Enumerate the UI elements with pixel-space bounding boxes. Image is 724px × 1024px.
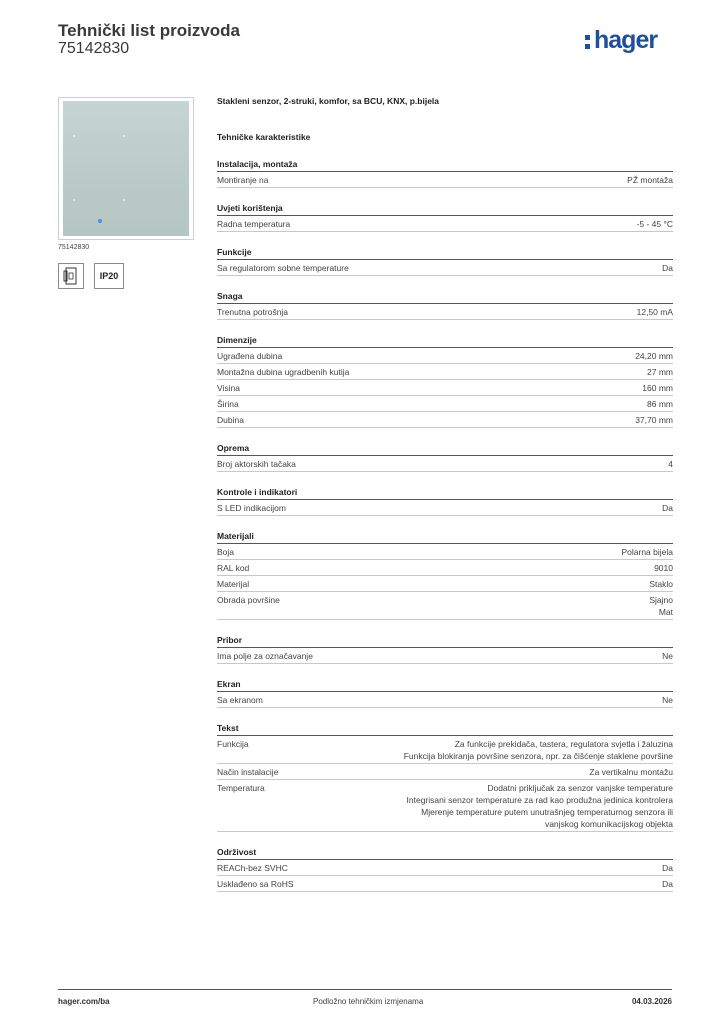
spec-row [217, 260, 673, 276]
spec-row [217, 592, 673, 620]
spec-row [217, 216, 673, 232]
product-image [58, 97, 194, 240]
section-title: Uvjeti korištenja [217, 203, 673, 216]
spec-row [217, 544, 673, 560]
spec-row [217, 500, 673, 516]
spec-value [637, 306, 673, 318]
spec-section [217, 723, 673, 832]
section-title: Materijali [217, 531, 673, 544]
spec-value-line: 37,70 mm [635, 415, 673, 425]
spec-value [589, 766, 673, 778]
spec-label: Montažna dubina ugradbenih kutija [217, 367, 350, 377]
spec-value [621, 546, 673, 558]
spec-value [647, 398, 673, 410]
spec-value [662, 262, 673, 274]
spec-row [217, 396, 673, 412]
spec-value-line: Dodatni priključak za senzor vanjske temperature [487, 783, 673, 793]
spec-value-line: Integrisani senzor temperature za rad kao produžna jedinica kontrolera [406, 795, 673, 805]
spec-label: Ima polje za označavanje [217, 651, 313, 661]
spec-row [217, 576, 673, 592]
spec-value-line: PŽ montaža [627, 175, 673, 185]
spec-label: Dubina [217, 415, 244, 425]
spec-value-line: 160 mm [642, 383, 673, 393]
spec-value-line: Za funkcije prekidača, tastera, regulatora svjetla i žaluzina [454, 739, 673, 749]
logo-text: hager [594, 26, 658, 54]
spec-value [407, 782, 673, 830]
ip-rating-badge: IP20 [94, 263, 124, 289]
spec-value-line: 9010 [654, 563, 673, 573]
spec-value-line: Da [662, 263, 673, 273]
spec-value-line: Ne [662, 695, 673, 705]
panel-dot [123, 199, 125, 201]
spec-section [217, 847, 673, 892]
spec-section [217, 679, 673, 708]
spec-label: REACh-bez SVHC [217, 863, 288, 873]
spec-row [217, 560, 673, 576]
product-title: Stakleni senzor, 2-struki, komfor, sa BCU, KNX, p.bijela [217, 96, 440, 106]
spec-label: S LED indikacijom [217, 503, 286, 513]
spec-row [217, 364, 673, 380]
footer-note: Podložno tehničkim izmjenama [313, 997, 424, 1006]
panel-dot [123, 135, 125, 137]
spec-value [662, 502, 673, 514]
section-title: Pribor [217, 635, 673, 648]
spec-label: Radna temperatura [217, 219, 291, 229]
spec-row [217, 648, 673, 664]
spec-label: Način instalacije [217, 767, 279, 777]
spec-value [668, 458, 673, 470]
spec-row [217, 348, 673, 364]
spec-section [217, 291, 673, 320]
spec-section [217, 487, 673, 516]
spec-label: RAL kod [217, 563, 250, 573]
logo-dots [585, 35, 591, 53]
spec-label: Funkcija [217, 739, 249, 749]
spec-row [217, 736, 673, 764]
spec-label: Obrada površine [217, 595, 280, 605]
footer-divider [58, 989, 672, 990]
spec-value [404, 738, 673, 762]
led-indicator [98, 219, 102, 223]
surface-mount-icon [58, 263, 84, 289]
spec-value-line: 86 mm [647, 399, 673, 409]
spec-label: Boja [217, 547, 235, 557]
spec-label: Materijal [217, 579, 250, 589]
spec-value-line: 24,20 mm [635, 351, 673, 361]
image-code: 75142830 [58, 244, 90, 251]
section-title: Kontrole i indikatori [217, 487, 673, 500]
spec-row [217, 380, 673, 396]
spec-value [627, 174, 673, 186]
spec-value-line: Mjerenje temperature putem unutrašnjeg temperaturnog senzora ili [421, 807, 673, 817]
section-title: Oprema [217, 443, 673, 456]
spec-row [217, 780, 673, 832]
spec-row [217, 860, 673, 876]
spec-value-line: Da [662, 503, 673, 513]
spec-value-line: Funkcija blokiranja površine senzora, npr. za čišćenje staklene površine [403, 751, 673, 761]
spec-label: Usklađeno sa RoHS [217, 879, 294, 889]
page-title: Tehnički list proizvoda [58, 21, 240, 40]
spec-value [662, 878, 673, 890]
spec-label: Ugrađena dubina [217, 351, 283, 361]
spec-label: Montiranje na [217, 175, 269, 185]
spec-value-line: vanjskog komunikacijskog objekta [544, 819, 673, 829]
product-code: 75142830 [58, 40, 130, 57]
spec-value-line: 12,50 mA [636, 307, 673, 317]
spec-section [217, 443, 673, 472]
spec-value-line: Ne [662, 651, 673, 661]
footer-website[interactable]: hager.com/ba [58, 997, 110, 1006]
spec-value [642, 382, 673, 394]
spec-value-line: -5 - 45 °C [636, 219, 673, 229]
spec-value [635, 414, 673, 426]
spec-value-line: 27 mm [647, 367, 673, 377]
spec-value [654, 562, 673, 574]
spec-section [217, 335, 673, 428]
spec-value [637, 218, 673, 230]
panel-dot [73, 199, 75, 201]
spec-value [635, 350, 673, 362]
spec-section [217, 159, 673, 188]
spec-label: Trenutna potrošnja [217, 307, 289, 317]
panel-dot [73, 135, 75, 137]
spec-value [662, 862, 673, 874]
spec-row [217, 456, 673, 472]
spec-value-line: Staklo [649, 579, 673, 589]
section-title: Tekst [217, 723, 673, 736]
section-title: Instalacija, montaža [217, 159, 673, 172]
spec-value-line: Da [662, 863, 673, 873]
spec-section [217, 531, 673, 620]
section-title: Dimenzije [217, 335, 673, 348]
spec-value-line: Za vertikalnu montažu [589, 767, 673, 777]
spec-value [649, 578, 673, 590]
spec-value [662, 694, 673, 706]
glass-panel [63, 101, 189, 236]
spec-section [217, 247, 673, 276]
spec-section [217, 203, 673, 232]
section-title: Snaga [217, 291, 673, 304]
spec-value-line: Sjajno [649, 595, 673, 605]
spec-label: Broj aktorskih tačaka [217, 459, 296, 469]
section-title: Funkcije [217, 247, 673, 260]
spec-section [217, 635, 673, 664]
spec-label: Temperatura [217, 783, 265, 793]
section-title: Ekran [217, 679, 673, 692]
spec-value-line: 4 [668, 459, 673, 469]
spec-label: Sa ekranom [217, 695, 263, 705]
spec-row [217, 692, 673, 708]
characteristics-heading: Tehničke karakteristike [217, 132, 311, 142]
spec-label: Sa regulatorom sobne temperature [217, 263, 349, 273]
spec-sections [217, 159, 673, 892]
spec-row [217, 876, 673, 892]
spec-value-line: Polarna bijela [621, 547, 673, 557]
spec-content [217, 96, 673, 907]
spec-value-line: Da [662, 879, 673, 889]
spec-row [217, 172, 673, 188]
spec-value [647, 366, 673, 378]
spec-label: Visina [217, 383, 240, 393]
spec-row [217, 412, 673, 428]
spec-row [217, 764, 673, 780]
spec-value [649, 594, 673, 618]
section-title: Održivost [217, 847, 673, 860]
spec-label: Širina [217, 399, 239, 409]
footer-date: 04.03.2026 [631, 997, 672, 1006]
spec-value-line: Mat [658, 607, 673, 617]
spec-value [662, 650, 673, 662]
spec-row [217, 304, 673, 320]
